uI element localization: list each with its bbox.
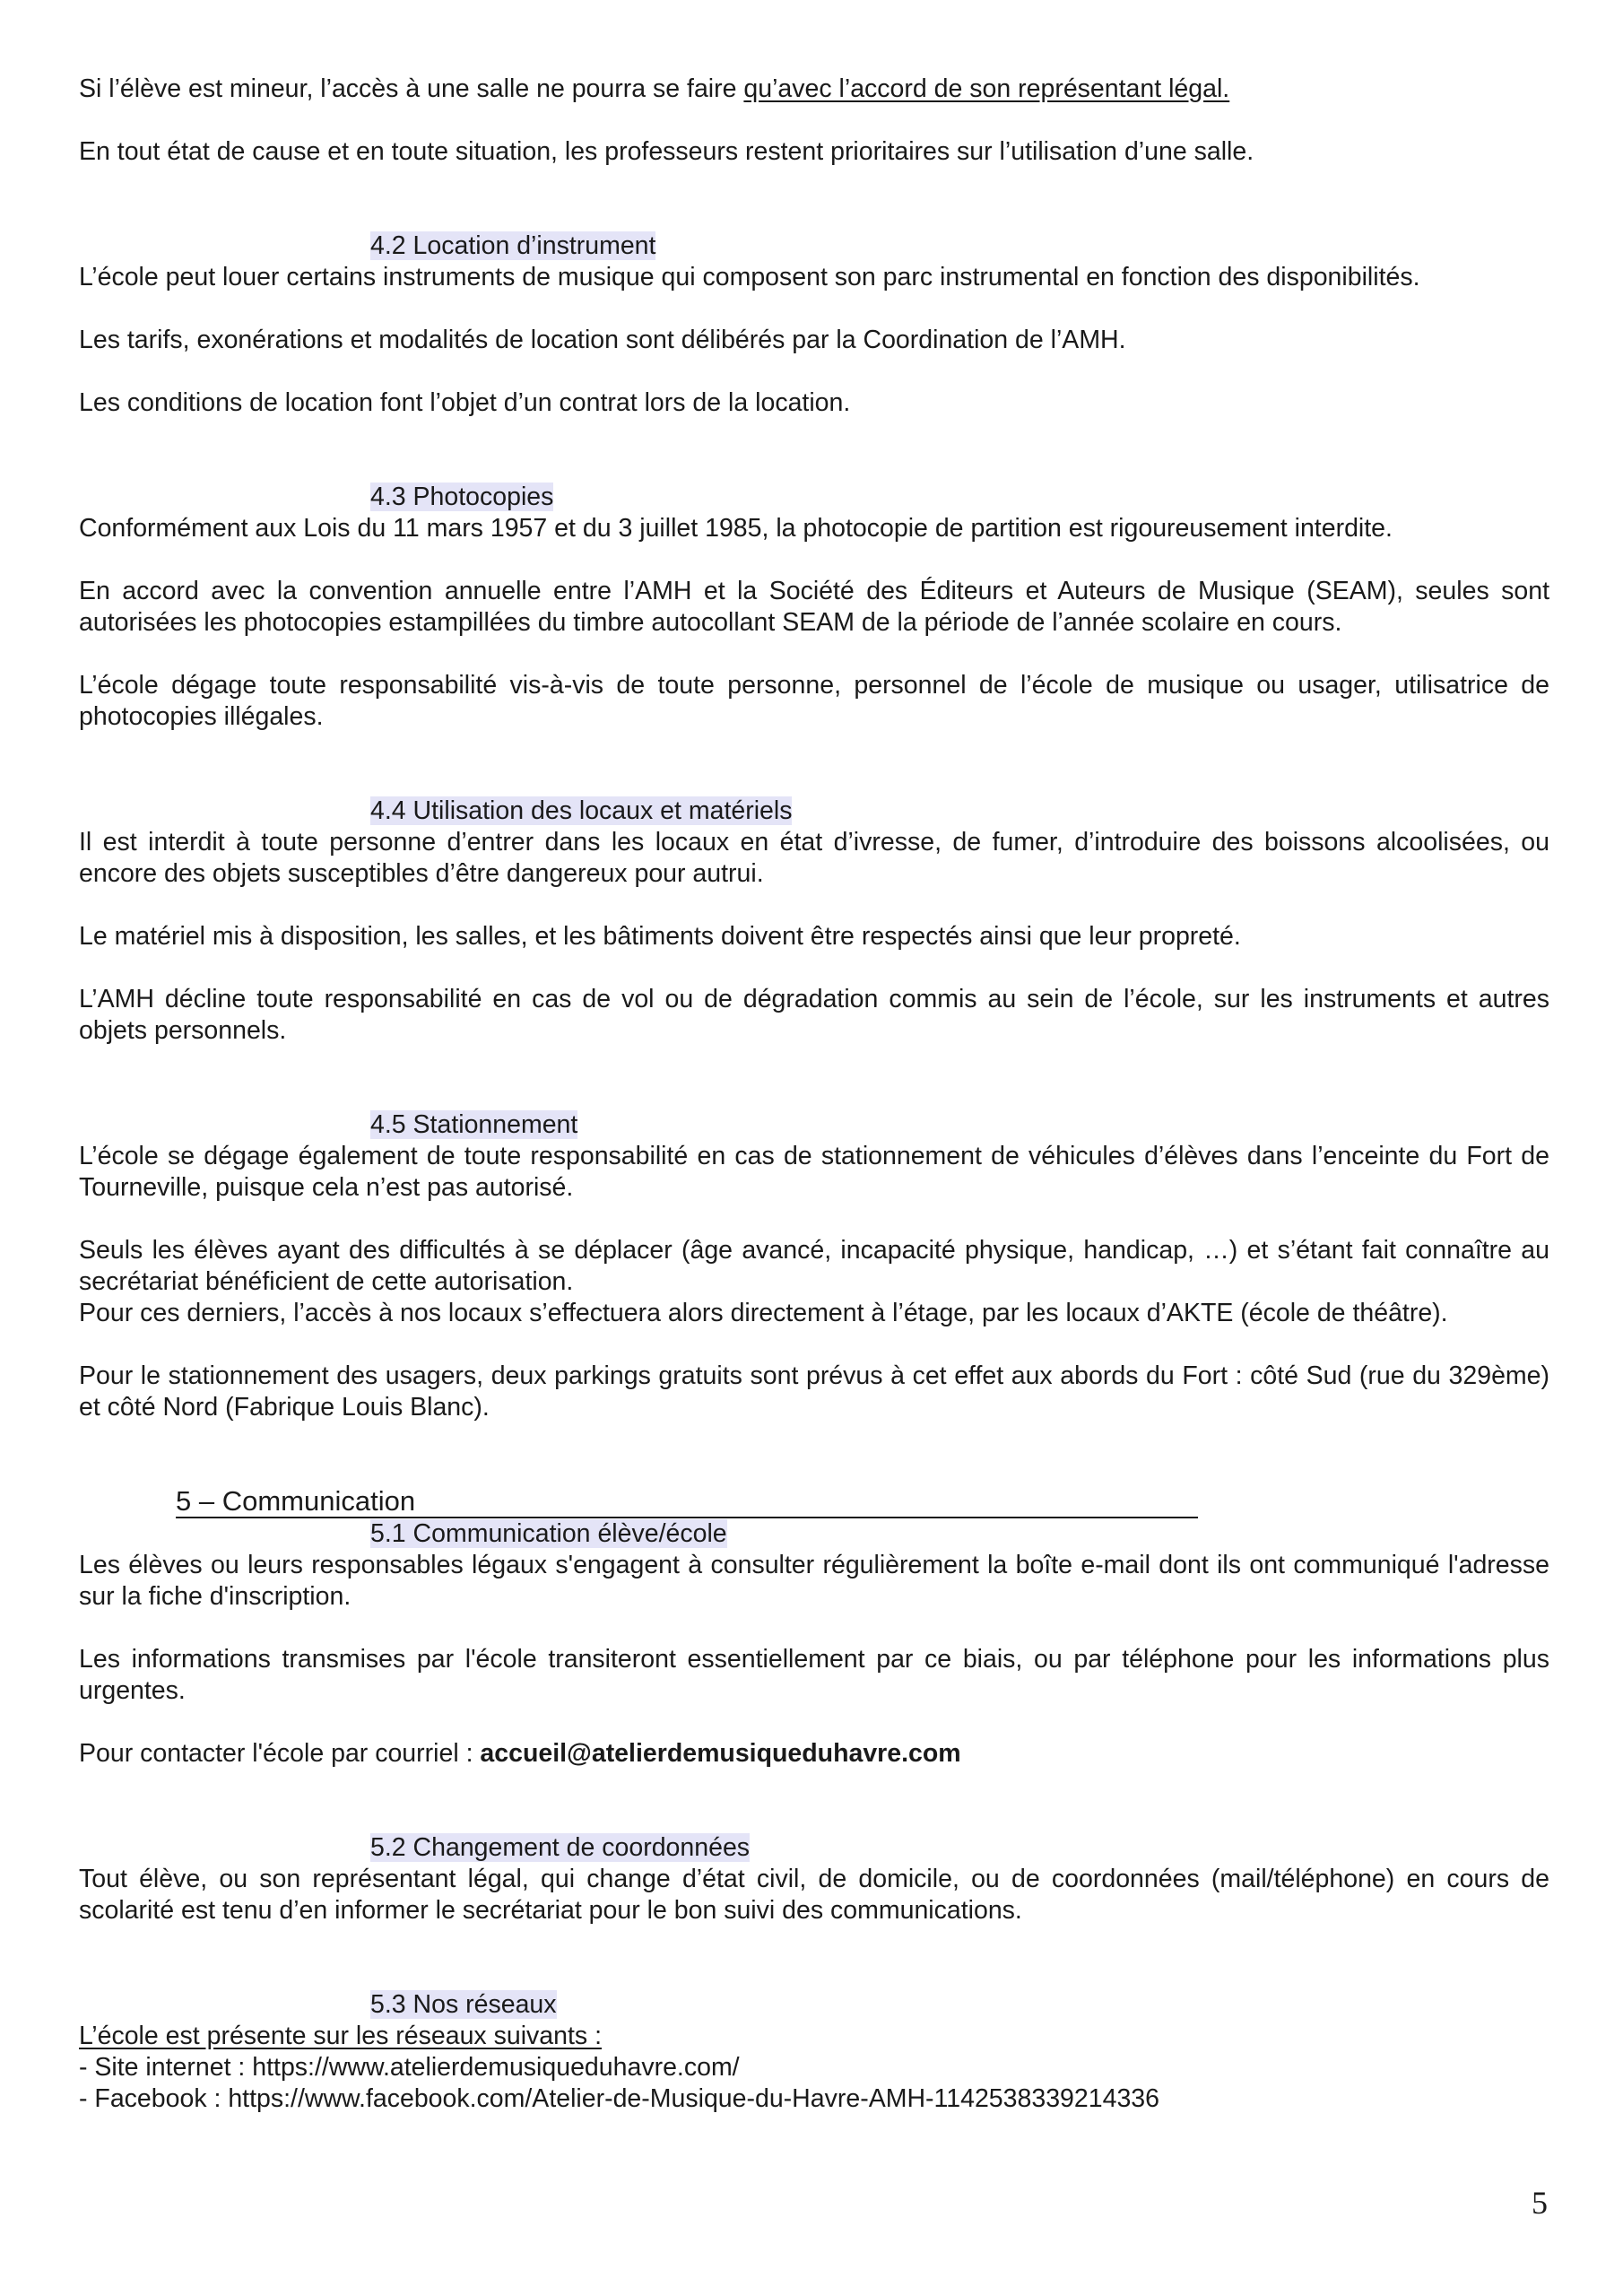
intro-p1-underlined: qu’avec l’accord de son représentant légal. [743, 74, 1230, 103]
s43-paragraph-2: En accord avec la convention annuelle entre l’AMH et la Société des Éditeurs et Auteurs de Musique (SEAM), seules sont autorisées les photocopies estampillées du timbre autocollant SEAM de la période de l’année scolaire en cours. [79, 577, 1549, 637]
s51-paragraph-1: Les élèves ou leurs responsables légaux s'engagent à consulter régulièrement la boîte e-mail dont ils ont communiqué l'adresse sur la fiche d'inscription. [79, 1551, 1549, 1611]
s43-paragraph-1: Conformément aux Lois du 11 mars 1957 et du 3 juillet 1985, la photocopie de partition est rigoureusement interdite. [79, 514, 1393, 543]
s51-contact-text: Pour contacter l'école par courriel : [79, 1739, 481, 1768]
document-page [79, 74, 1549, 2115]
heading-5-3 [370, 1989, 1549, 2021]
heading-4-3-text: 4.3 Photocopies [370, 483, 554, 511]
heading-4-4 [370, 796, 1549, 827]
s44-paragraph-1: Il est interdit à toute personne d’entrer dans les locaux en état d’ivresse, de fumer, d’introduire des boissons alcoolisées, ou encore des objets susceptibles d’être dangereux pour autrui. [79, 828, 1549, 888]
s44-paragraph-2: Le matériel mis à disposition, les salles, et les bâtiments doivent être respectés ainsi que leur propreté. [79, 922, 1241, 951]
heading-5-2-text: 5.2 Changement de coordonnées [370, 1833, 751, 1862]
s45-paragraph-2: Seuls les élèves ayant des difficultés à se déplacer (âge avancé, incapacité physique, handicap, …) et s’étant fait connaître au secrétariat bénéficient de cette autorisation. [79, 1236, 1549, 1296]
intro-p1-text: Si l’élève est mineur, l’accès à une salle ne pourra se faire [79, 74, 744, 103]
heading-4-4-text: 4.4 Utilisation des locaux et matériels [370, 796, 793, 825]
heading-4-3 [370, 482, 1549, 513]
s51-paragraph-2: Les informations transmises par l'école transiteront essentiellement par ce biais, ou par téléphone pour les informations plus urgentes. [79, 1645, 1549, 1705]
heading-5-communication: 5 – Communication [176, 1486, 1198, 1518]
intro-paragraph-minor [79, 74, 1549, 105]
heading-4-2 [370, 230, 1549, 262]
s45-paragraph-1: L’école se dégage également de toute responsabilité en cas de stationnement de véhicules d’élèves dans l’enceinte du Fort de Tourneville, puisque cela n’est pas autorisé. [79, 1142, 1549, 1202]
s51-paragraph-contact [79, 1738, 1549, 1770]
heading-5-2 [370, 1832, 1549, 1864]
s45-paragraph-4: Pour le stationnement des usagers, deux parkings gratuits sont prévus à cet effet aux abords du Fort : côté Sud (rue du 329ème) et côté Nord (Fabrique Louis Blanc). [79, 1361, 1549, 1422]
s53-facebook-link: - Facebook : https://www.facebook.com/Atelier-de-Musique-du-Havre-AMH-1142538339214336 [79, 2084, 1160, 2113]
heading-5-1-text: 5.1 Communication élève/école [370, 1519, 727, 1548]
heading-5-1 [370, 1518, 1549, 1550]
contact-email: accueil@atelierdemusiqueduhavre.com [480, 1739, 961, 1768]
s44-paragraph-3: L’AMH décline toute responsabilité en cas de vol ou de dégradation commis au sein de l’école, sur les instruments et autres objets personnels. [79, 985, 1549, 1045]
heading-5-3-text: 5.3 Nos réseaux [370, 1990, 557, 2019]
s42-paragraph-1: L’école peut louer certains instruments de musique qui composent son parc instrumental en fonction des disponibilités. [79, 263, 1420, 291]
heading-4-2-text: 4.2 Location d’instrument [370, 231, 656, 260]
heading-4-5-text: 4.5 Stationnement [370, 1110, 578, 1139]
intro-paragraph-priority: En tout état de cause et en toute situation, les professeurs restent prioritaires sur l’utilisation d’une salle. [79, 137, 1254, 166]
s42-paragraph-3: Les conditions de location font l’objet d’un contrat lors de la location. [79, 388, 851, 417]
page-number: 5 [1532, 2185, 1548, 2221]
s42-paragraph-2: Les tarifs, exonérations et modalités de location sont délibérés par la Coordination de l’AMH. [79, 326, 1126, 354]
s52-paragraph-1: Tout élève, ou son représentant légal, qui change d’état civil, de domicile, ou de coordonnées (mail/téléphone) en cours de scolarité est tenu d’en informer le secrétariat pour le bon suivi des communications. [79, 1865, 1549, 1925]
s45-paragraph-3: Pour ces derniers, l’accès à nos locaux s’effectuera alors directement à l’étage, par les locaux d’AKTE (école de théâtre). [79, 1299, 1448, 1327]
s43-paragraph-3: L’école dégage toute responsabilité vis-à-vis de toute personne, personnel de l’école de musique ou usager, utilisatrice de photocopies illégales. [79, 671, 1549, 731]
s53-intro: L’école est présente sur les réseaux suivants : [79, 2022, 602, 2050]
s53-site-link: - Site internet : https://www.atelierdemusiqueduhavre.com/ [79, 2053, 740, 2082]
heading-4-5 [370, 1109, 1549, 1141]
